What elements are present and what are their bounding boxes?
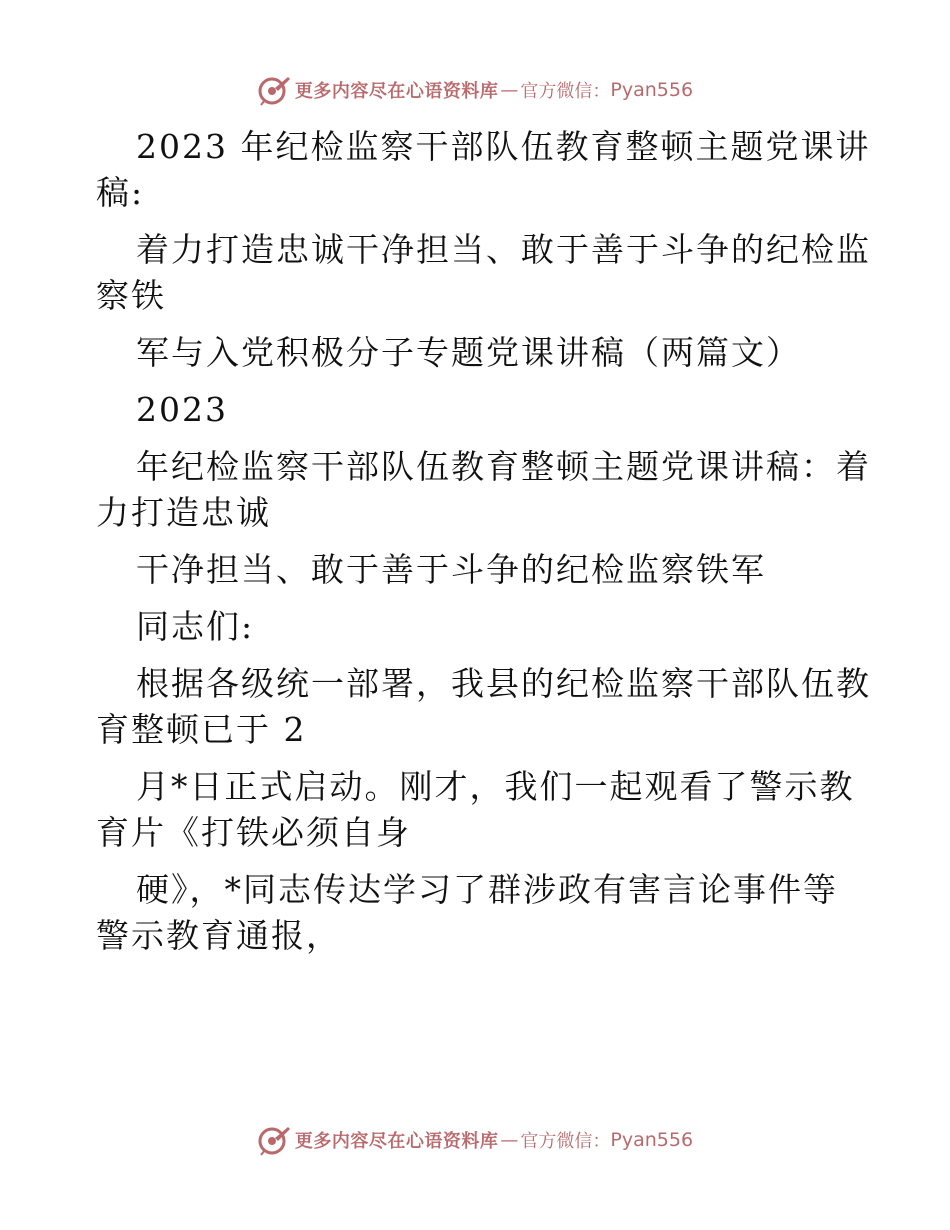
watermark-text: 更多内容尽在心语资料库 [294, 81, 499, 102]
doc-line: 军与入党积极分子专题党课讲稿（两篇文） [136, 333, 801, 372]
doc-line: 2023 年纪检监察干部队伍教育整顿主题党课讲 [136, 127, 871, 166]
doc-line: 着力打造忠诚干净担当、敢于善于斗争的纪检监 [136, 230, 871, 269]
doc-line: 力打造忠诚 [96, 493, 271, 532]
footer-watermark [0, 1120, 950, 1160]
doc-line: 干净担当、敢于善于斗争的纪检监察铁军 [136, 550, 766, 589]
watermark-text: 更多内容尽在心语资料库 [294, 1131, 499, 1152]
doc-line: 2023 [136, 390, 228, 429]
watermark-wechat-id: Pyan556 [610, 1129, 694, 1151]
watermark-wechat-label: 官方微信： [520, 1131, 611, 1152]
fountain-pen-logo-icon [257, 73, 291, 107]
doc-line: 根据各级统一部署，我县的纪检监察干部队伍教 [136, 664, 871, 703]
doc-line: 育整顿已于 2 [96, 710, 307, 749]
watermark-wechat-id: Pyan556 [610, 79, 694, 101]
doc-line: 育片《打铁必须自身 [96, 813, 411, 852]
doc-line: 稿: [96, 173, 145, 212]
fountain-pen-logo-icon [257, 1123, 291, 1157]
header-watermark [0, 70, 950, 110]
doc-line: 同志们: [136, 607, 255, 646]
watermark-dash: — [500, 1129, 519, 1151]
doc-line: 月*日正式启动。刚才，我们一起观看了警示教 [136, 767, 855, 806]
document-body [96, 124, 871, 959]
watermark-wechat-label: 官方微信： [520, 81, 611, 102]
doc-line: 硬》，*同志传达学习了群涉政有害言论事件等 [136, 870, 838, 909]
doc-line: 警示教育通报， [96, 916, 341, 955]
doc-line: 年纪检监察干部队伍教育整顿主题党课讲稿：着 [136, 447, 871, 486]
doc-line: 察铁 [96, 276, 166, 315]
watermark-dash: — [500, 79, 519, 101]
